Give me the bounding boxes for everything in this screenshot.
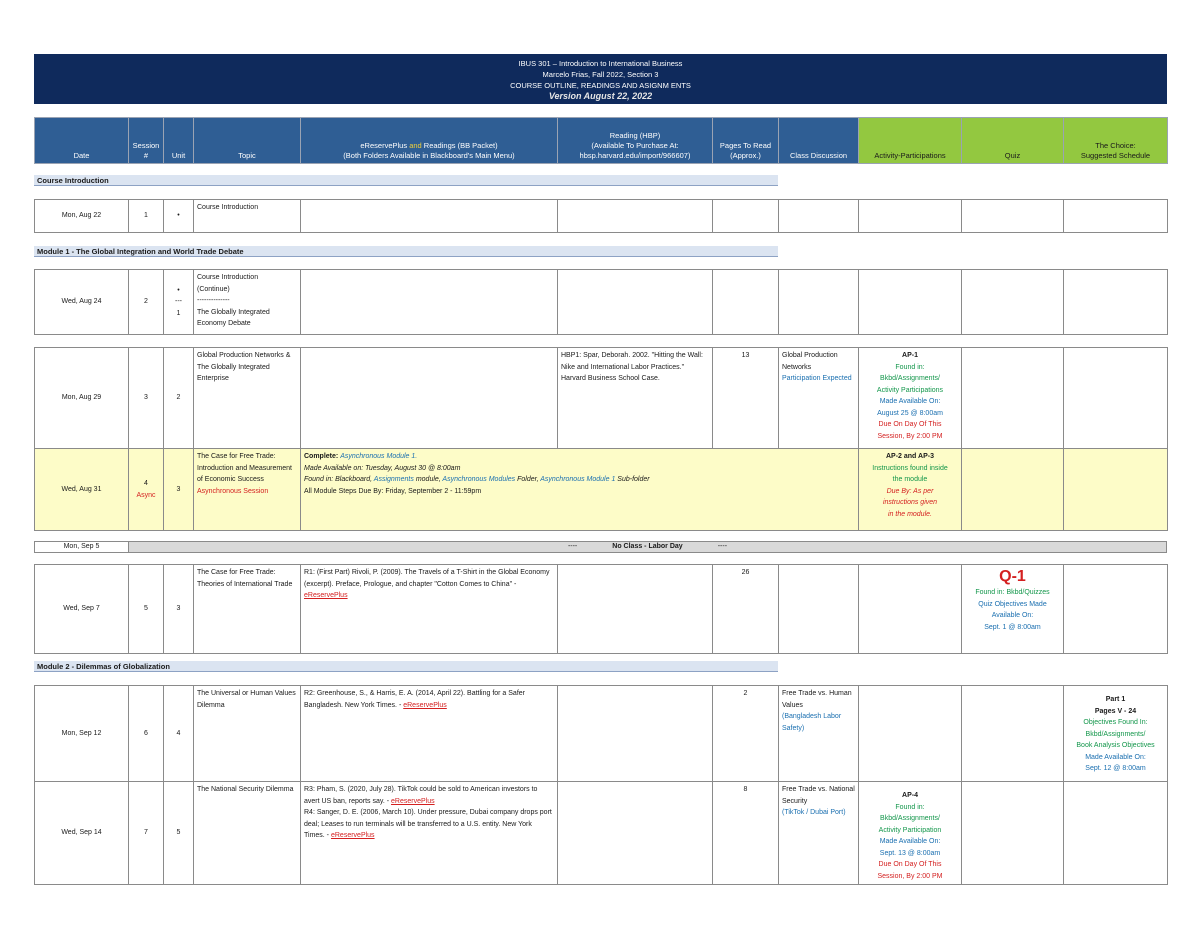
activity-id: AP-2 and AP-3 <box>886 453 934 460</box>
header-ereserve-readings: Readings (BB Packet) <box>423 141 498 150</box>
choice-part: Part 1 <box>1105 696 1126 703</box>
header-ereserve-label: eReservePlus <box>360 141 408 150</box>
row-topic: The National Security Dilemma <box>194 782 301 885</box>
row-discussion <box>779 686 859 782</box>
row-topic: Course Introduction <box>194 200 301 233</box>
quiz-available-date: Sept. 1 @ 8:00am <box>984 623 1041 631</box>
row-date: Wed, Sep 7 <box>35 565 129 654</box>
activity-due: in the module. <box>888 510 932 518</box>
header-ereserve-sub: (Both Folders Available in Blackboard's Main Menu) <box>343 151 515 160</box>
header-choice-sub: Suggested Schedule <box>1080 151 1151 160</box>
activity-found-in: Found in: <box>895 363 925 371</box>
session-async: Async <box>136 491 156 499</box>
async-assignments-link[interactable]: Assignments <box>373 476 414 483</box>
row-session: 6 <box>129 686 164 782</box>
row-pages: 8 <box>713 782 779 885</box>
reading-entry <box>304 784 554 807</box>
async-modules-link[interactable]: Asynchronous Modules <box>442 476 516 483</box>
row-date: Mon, Sep 5 <box>35 542 129 552</box>
table-row <box>35 348 1168 449</box>
activity-found-in: Instructions found inside <box>872 464 948 472</box>
row-topic: The Universal or Human Values Dilemma <box>194 686 301 782</box>
async-found-in <box>304 474 855 486</box>
header-choice-title: The Choice: <box>1095 141 1136 150</box>
header-quiz: Quiz <box>962 118 1064 164</box>
ereserve-link[interactable]: eReservePlus <box>304 592 348 599</box>
title-banner <box>34 54 1167 104</box>
choice-available-label: Made Available On: <box>1085 753 1146 761</box>
discussion-topic: Free Trade vs. National Security <box>782 786 855 805</box>
row-quiz <box>962 565 1064 654</box>
row-pages: 26 <box>713 565 779 654</box>
row-discussion <box>779 782 859 885</box>
module-1-table <box>34 347 1168 531</box>
activity-available-date: Sept. 13 @ 8:00am <box>879 849 941 857</box>
discussion-note: (TikTok / Dubai Port) <box>782 809 846 816</box>
table-row <box>34 269 1168 335</box>
row-hbp: HBP1: Spar, Deborah. 2002. "Hitting the Wall: Nike and International Labor Practices." Harvard Business School Case. <box>558 348 713 449</box>
reading-citation: R1: (First Part) Rivoli, P. (2009). The Travels of a T-Shirt in the Global Economy (excerpt). Preface, Prologue, and chapter "Cotton Comes to China" - <box>304 569 550 588</box>
row-unit <box>164 270 194 335</box>
row-unit: 5 <box>164 782 194 885</box>
row-unit: • <box>164 200 194 233</box>
async-due: All Module Steps Due By: Friday, September 2 - 11:59pm <box>304 487 482 495</box>
row-date: Wed, Sep 14 <box>35 782 129 885</box>
ereserve-link[interactable]: eReservePlus <box>403 701 447 709</box>
topic-line: (Continue) <box>197 285 230 293</box>
quiz-available-label: Available On: <box>991 612 1034 619</box>
unit-number: 1 <box>176 309 181 317</box>
activity-path: Activity Participation <box>878 826 942 834</box>
topic-divider: -------------- <box>197 297 230 304</box>
reading-citation: R3: Pham, S. (2020, July 28). TikTok could be sold to American investors to avert US ban, reports say. - <box>304 786 538 805</box>
row-unit: 3 <box>164 565 194 654</box>
row-ereserve <box>301 565 558 654</box>
topic-line: The Globally Integrated Economy Debate <box>197 308 270 327</box>
activity-due: Due On Day Of This <box>878 421 942 428</box>
row-async-instructions <box>301 449 859 531</box>
activity-id: AP-1 <box>902 352 918 359</box>
reading-citation: R4: Sanger, D. E. (2006, March 10). Under pressure, Dubai company drops port deal; Leases to run terminals will be transferred to a U.S. entity. New York Times. - <box>304 809 552 839</box>
no-class-dash: ---- <box>717 543 728 550</box>
no-class-banner <box>129 542 1166 552</box>
activity-due: Session, By 2:00 PM <box>877 432 943 440</box>
version-line: Version August 22, 2022 <box>548 91 653 101</box>
activity-id: AP-4 <box>902 792 918 799</box>
async-module-word: module, <box>415 476 441 483</box>
section-module-2: Module 2 - Dilemmas of Globalization <box>34 661 778 672</box>
table-row <box>35 782 1168 885</box>
table-row <box>35 449 1168 531</box>
reading-citation: R2: Greenhouse, S., & Harris, E. A. (2014, April 22). Battling for a Safer Bangladesh. New York Times. - <box>304 690 525 709</box>
row-pages: 13 <box>713 348 779 449</box>
outline-subtitle: COURSE OUTLINE, READINGS AND ASIGNM ENTS <box>510 81 691 90</box>
discussion-note: (Bangladesh Labor Safety) <box>782 713 842 732</box>
async-complete-label: Complete: <box>304 453 339 460</box>
choice-objectives: Objectives Found In: <box>1083 719 1148 726</box>
course-title: IBUS 301 – Introduction to International Business <box>518 59 683 68</box>
row-date: Wed, Aug 31 <box>35 449 129 531</box>
activity-due: instructions given <box>882 499 938 506</box>
schedule-header <box>34 117 1168 164</box>
row-topic: The Case for Free Trade: Theories of International Trade <box>194 565 301 654</box>
async-folder-word: Folder, <box>517 476 539 483</box>
header-pages-approx: (Approx.) <box>730 151 761 160</box>
header-activity: Activity-Participations <box>859 118 962 164</box>
row-unit: 2 <box>164 348 194 449</box>
activity-due: Due By: As per <box>886 487 934 495</box>
row-session: 5 <box>129 565 164 654</box>
header-session: Session # <box>129 118 164 164</box>
async-available: Made Available on: Tuesday, August 30 @ 8:00am <box>304 464 461 472</box>
async-module-link[interactable]: Asynchronous Module 1. <box>340 453 418 460</box>
async-module1-link[interactable]: Asynchronous Module 1 <box>540 476 616 483</box>
activity-path: Activity Participations <box>876 386 944 394</box>
table-row <box>35 686 1168 782</box>
row-choice <box>1064 686 1168 782</box>
topic-line: Course Introduction <box>197 274 259 281</box>
row-date: Wed, Aug 24 <box>35 270 129 335</box>
row-activity <box>859 782 962 885</box>
header-date: Date <box>35 118 129 164</box>
activity-due: Session, By 2:00 PM <box>877 872 943 880</box>
activity-path: Bkbd/Assignments/ <box>880 815 940 822</box>
discussion-topic: Global Production Networks <box>782 352 838 371</box>
header-hbp-url: hbsp.harvard.edu/import/966607) <box>579 151 691 160</box>
row-activity <box>859 348 962 449</box>
ereserve-link[interactable]: eReservePlus <box>330 832 375 839</box>
row-date: Mon, Aug 22 <box>35 200 129 233</box>
row-session: 7 <box>129 782 164 885</box>
activity-path: the module <box>892 476 928 483</box>
module-2-table <box>34 685 1168 885</box>
activity-available-date: August 25 @ 8:00am <box>877 409 943 417</box>
row-unit: 4 <box>164 686 194 782</box>
async-subfolder-word: Sub-folder <box>617 476 650 483</box>
row-activity <box>859 449 962 531</box>
no-class-row <box>34 541 1167 553</box>
unit-bullet: • <box>177 286 180 294</box>
choice-pages: Pages V - 24 <box>1094 707 1137 715</box>
choice-available-date: Sept. 12 @ 8:00am <box>1085 765 1146 772</box>
row-session: 1 <box>129 200 164 233</box>
section-module-1: Module 1 - The Global Integration and World Trade Debate <box>34 246 778 257</box>
choice-path: Book Analysis Objectives <box>1076 742 1155 749</box>
row-ereserve <box>301 782 558 885</box>
row-date: Mon, Sep 12 <box>35 686 129 782</box>
row-ereserve <box>301 686 558 782</box>
quiz-found-in: Found in: Bkbd/Quizzes <box>975 589 1050 596</box>
activity-available-label: Made Available On: <box>879 398 941 405</box>
activity-found-in: Found in: <box>895 803 925 811</box>
row-topic: Global Production Networks & The Globally Integrated Enterprise <box>194 348 301 449</box>
section-course-intro: Course Introduction <box>34 175 778 186</box>
row-date: Mon, Aug 29 <box>35 348 129 449</box>
header-pages <box>713 118 779 164</box>
row-session <box>129 449 164 531</box>
async-found-label: Found in: Blackboard, <box>304 476 373 483</box>
no-class-dash: ---- <box>567 543 578 550</box>
async-complete <box>304 451 855 463</box>
row-topic <box>194 270 301 335</box>
unit-divider: --- <box>175 298 182 306</box>
choice-path: Bkbd/Assignments/ <box>1085 730 1146 738</box>
header-choice <box>1064 118 1168 164</box>
header-hbp-avail: (Available To Purchase At: <box>591 141 679 150</box>
quiz-objectives: Quiz Objectives Made <box>978 600 1047 608</box>
activity-path: Bkbd/Assignments/ <box>880 375 940 382</box>
header-ereserve <box>301 118 558 164</box>
header-topic: Topic <box>194 118 301 164</box>
topic-line: The Case for Free Trade: Introduction and Measurement of Economic Success <box>197 453 292 483</box>
instructor-line: Marcelo Frias, Fall 2022, Section 3 <box>542 70 659 79</box>
discussion-note: Participation Expected <box>782 375 852 382</box>
activity-due: Due On Day Of This <box>878 861 942 868</box>
header-discussion: Class Discussion <box>779 118 859 164</box>
quiz-id: Q-1 <box>999 568 1026 585</box>
header-hbp-title: Reading (HBP) <box>609 131 661 140</box>
row-session: 3 <box>129 348 164 449</box>
reading-entry <box>304 807 554 842</box>
row-topic <box>194 449 301 531</box>
table-row <box>34 564 1168 654</box>
discussion-topic: Free Trade vs. Human Values <box>782 690 852 709</box>
activity-available-label: Made Available On: <box>879 838 941 845</box>
row-discussion <box>779 348 859 449</box>
row-session: 2 <box>129 270 164 335</box>
no-class-label: No Class - Labor Day <box>612 543 683 550</box>
row-pages: 2 <box>713 686 779 782</box>
header-unit: Unit <box>164 118 194 164</box>
ereserve-link[interactable]: eReservePlus <box>391 797 435 805</box>
table-row <box>34 199 1168 233</box>
row-unit: 3 <box>164 449 194 531</box>
topic-async: Asynchronous Session <box>197 487 269 495</box>
header-ereserve-and: and <box>409 141 422 150</box>
header-hbp <box>558 118 713 164</box>
session-number: 4 <box>144 480 148 487</box>
header-pages-label: Pages To Read <box>719 141 772 150</box>
